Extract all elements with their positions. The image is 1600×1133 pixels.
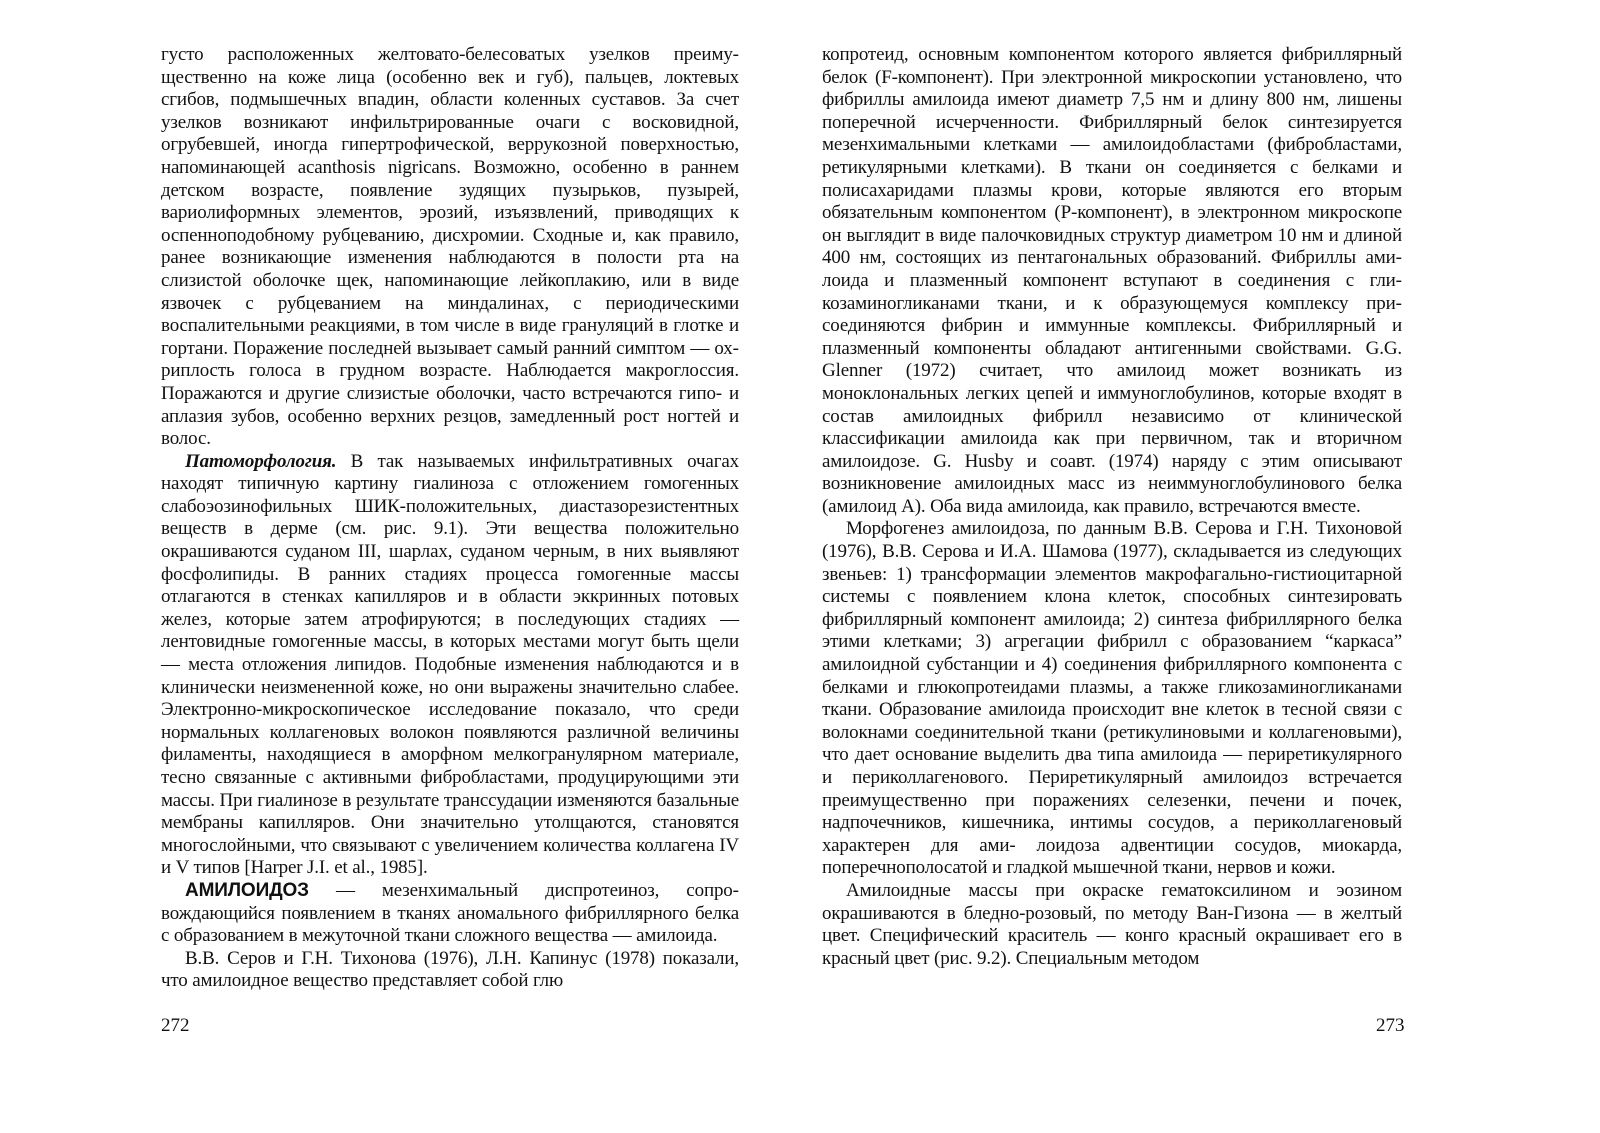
right-paragraph-1: копротеид, основным компонентом которого является фибриллярный белок (F-компонент). При электронной микроскопии установлено, что фибриллы амилоида имеют диаметр 7,5 нм и длину 800 нм, лишены поперечной исчерченности. Фибриллярный белок синтезируется мезенхимальными клетками — амилоидобластами (фибробластами, ретикулярными клетками). В ткани он соединяется с белками и полисахаридами плазмы крови, которые являются его вторым обязательным компонентом (Р-компонент), в электронном микроскопе он выглядит в виде палочковидных структур диаметром 10 нм и длиной 400 нм, состоящих из пентагональных образований. Фибриллы амилоида и плазменный компонент вступают в соединения с гликозаминогликанами ткани, и к образующемуся комплексу присоединяются фибрин и иммунные комплексы. Фибриллярный и плазменный компоненты обладают антигенными свойствами. G.G. Glenner (1972) считает, что амилоид может возникать из моноклональных легких цепей и иммуноглобулинов, которые входят в состав амилоидных фибрилл независимо от клинической классификации амилоида как при первичном, так и вторичном амилоидозе. G. Husby и соавт. (1974) наряду с этим описывают возникновение амилоидных масс из неиммуноглобулинового белка (амилоид А). Оба вида амилоида, как правило, встречаются вместе. [822, 44, 1402, 517]
section-heading-pathomorphology: Патоморфология. [185, 450, 337, 472]
right-page-text [822, 44, 1402, 970]
left-paragraph-2-text: В так называемых инфильтративных очагах находят типичную картину гиалиноза с отложением гомогенных слабоэозинофильных ШИК-положительных, диастазорезистентных веществ в дерме (см. рис. 9.1). Эти вещества положительно окрашиваются суданом III, шарлах, суданом черным, в них выявляют фосфолипиды. В ранних стадиях процесса гомогенные массы отлагаются в стенках капилляров и в области эккринных потовых желез, которые затем атрофируются; в последующих стадиях — лентовидные гомогенные массы, в которых местами могут быть щели — места отложения липидов. Подобные изменения наблюдаются и в клинически неизмененной коже, но они выражены значительно слабее. Электронно-микроскопическое исследование показало, что среди нормальных коллагеновых волокон появляются различной величины филаменты, находящиеся в аморфном мелкогранулярном материале, тесно связанные с активными фибробластами, продуцирующими эти массы. При гиалинозе в результате транссудации изменяются базальные мембраны капилляров. Они значительно утолщаются, становятся многослойными, что связывают с увеличением количества коллагена IV и V типов [Harper J.I. et al., 1985]. [161, 450, 739, 879]
left-paragraph-4: В.В. Серов и Г.Н. Тихонова (1976), Л.Н. Капинус (1978) показали, что амилоидное вещество представляет собой глю [161, 947, 739, 992]
right-paragraph-2: Морфогенез амилоидоза, по данным В.В. Серова и Г.Н. Тихоновой (1976), В.В. Серова и И.А. Шамова (1977), складывается из следующих звеньев: 1) трансформации элементов макрофагально-гистиоцитарной системы с появлением клона клеток, способных синтезировать фибриллярный компонент амилоида; 2) синтеза фибриллярного белка этими клетками; 3) агрегации фибрилл с образованием “каркаса” амилоидной субстанции и 4) соединения фибриллярного компонента с белками и глюкопротеидами плазмы, а также гликозаминогликанами ткани. Образование амилоида происходит вне клеток в тесной связи с волокнами соединительной ткани (ретикулиновыми и коллагеновыми), что дает основание выделить два типа амилоида — периретикулярного и периколлагенового. Периретикулярный амилоидоз встречается преимущественно при поражениях селезенки, печени и почек, надпочечников, кишечника, интимы сосудов, а периколлагеновый характерен для ами- лоидоза адвентиции сосудов, миокарда, поперечнополосатой и гладкой мышечной ткани, нервов и кожи. [822, 518, 1402, 879]
right-page [822, 44, 1402, 970]
left-paragraph-3 [161, 880, 739, 948]
left-page-number: 272 [161, 1015, 190, 1036]
left-paragraph-3-text: — мезенхимальный диспротеиноз, сопровождающийся появлением в тканях аномального фибриллярного белка с образованием в межуточной ткани сложного вещества — амилоида. [161, 879, 739, 947]
left-page-text [161, 44, 739, 993]
left-paragraph-1: густо расположенных желтовато-белесоватых узелков преимущественно на коже лица (особенно век и губ), пальцев, локтевых сгибов, подмышечных впадин, области коленных суставов. За счет узелков возникают инфильтрированные очаги с восковидной, огрубевшей, иногда гипертрофической, веррукозной поверхностью, напоминающей acanthosis nigricans. Возможно, особенно в раннем детском возрасте, появление зудящих пузырьков, пузырей, вариолиформных элементов, эрозий, изъязвлений, приводящих к оспенноподобному рубцеванию, дисхромии. Сходные и, как правило, ранее возникающие изменения наблюдаются в полости рта на слизистой оболочке щек, напоминающие лейкоплакию, или в виде язвочек с рубцеванием на миндалинах, с периодическими воспалительными реакциями, в том числе в виде грануляций в глотке и гортани. Поражение последней вызывает самый ранний симптом — охриплость голоса в грудном возрасте. Наблюдается макроглоссия. Поражаются и другие слизистые оболочки, часто встречаются гипо- и аплазия зубов, особенно верхних резцов, замедленный рост ногтей и волос. [161, 44, 739, 450]
right-paragraph-3: Амилоидные массы при окраске гематоксилином и эозином окрашиваются в бледно-розовый, по методу Ван-Гизона — в желтый цвет. Специфический краситель — конго красный окрашивает его в красный цвет (рис. 9.2). Специальным методом [822, 879, 1402, 969]
left-page [161, 44, 739, 993]
term-heading-amyloidosis: АМИЛОИДОЗ [185, 879, 309, 901]
left-paragraph-2 [161, 451, 739, 880]
right-page-number: 273 [1376, 1015, 1405, 1036]
